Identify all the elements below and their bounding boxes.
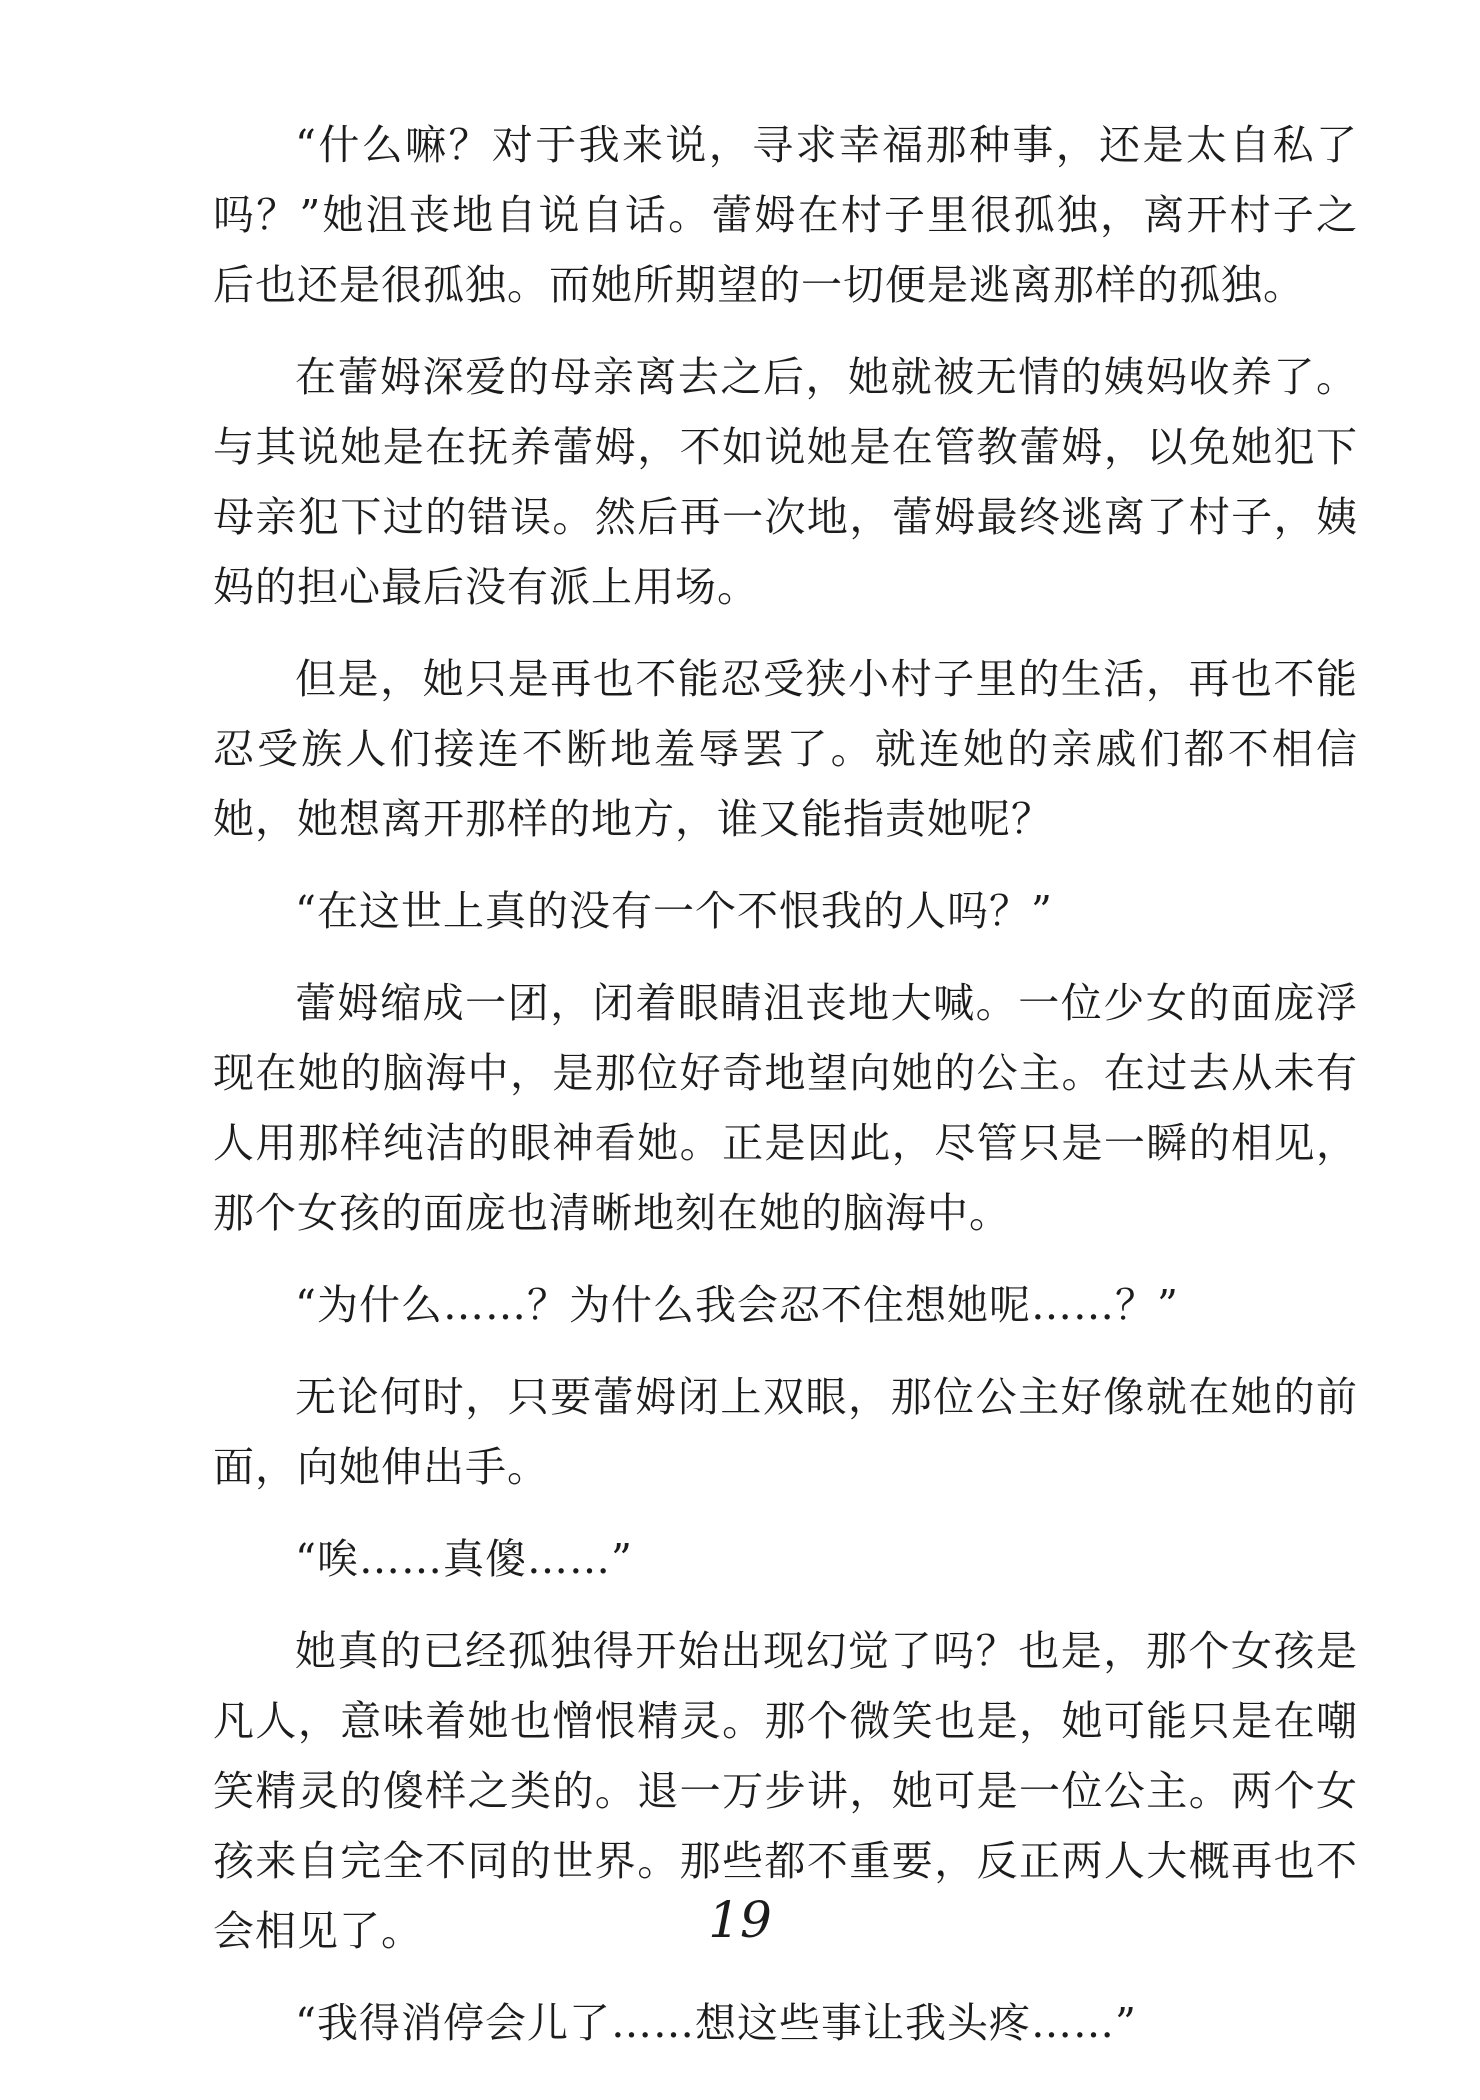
paragraph: “唉……真傻……”	[295, 1535, 633, 1583]
page-number: 19	[708, 1891, 772, 1949]
paragraph: “为什么……？为什么我会忍不住想她呢……？”	[295, 1281, 1179, 1329]
body-text	[213, 110, 1358, 2080]
paragraph: 在蕾姆深爱的母亲离去之后，她就被无情的姨妈收养了。与其说她是在抚养蕾姆，不如说她是在管教蕾姆，以免她犯下母亲犯下过的错误。然后再一次地，蕾姆最终逃离了村子，姨妈的担心最后没有派上用场。	[213, 353, 1358, 611]
paragraph: 蕾姆缩成一团，闭着眼睛沮丧地大喊。一位少女的面庞浮现在她的脑海中，是那位好奇地望向她的公主。在过去从未有人用那样纯洁的眼神看她。正是因此，尽管只是一瞬的相见，那个女孩的面庞也清晰地刻在她的脑海中。	[213, 979, 1358, 1237]
paragraph: 她真的已经孤独得开始出现幻觉了吗？也是，那个女孩是凡人，意味着她也憎恨精灵。那个微笑也是，她可能只是在嘲笑精灵的傻样之类的。退一万步讲，她可是一位公主。两个女孩来自完全不同的世界。那些都不重要，反正两人大概再也不会相见了。	[213, 1627, 1358, 1955]
paragraph: 但是，她只是再也不能忍受狭小村子里的生活，再也不能忍受族人们接连不断地羞辱罢了。就连她的亲戚们都不相信她，她想离开那样的地方，谁又能指责她呢？	[213, 655, 1358, 843]
paragraph: “在这世上真的没有一个不恨我的人吗？”	[295, 887, 1053, 935]
paragraph: 无论何时，只要蕾姆闭上双眼，那位公主好像就在她的前面，向她伸出手。	[213, 1373, 1358, 1491]
paragraph: “什么嘛？对于我来说，寻求幸福那种事，还是太自私了吗？”她沮丧地自说自话。蕾姆在村子里很孤独，离开村子之后也还是很孤独。而她所期望的一切便是逃离那样的孤独。	[213, 121, 1358, 309]
paragraph: “我得消停会儿了……想这些事让我头疼……”	[295, 1999, 1137, 2047]
